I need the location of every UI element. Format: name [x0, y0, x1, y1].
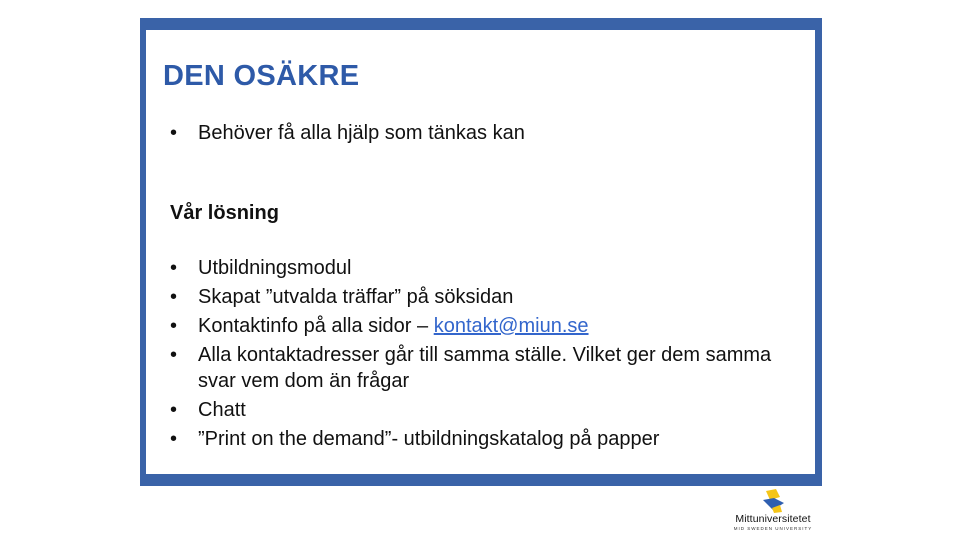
list-item: • Alla kontaktadresser går till samma ställe. Vilket ger dem samma svar vem dom än frågar — [170, 342, 810, 394]
frame-bottom-bar — [140, 474, 822, 486]
list-item-contact — [170, 313, 810, 339]
logo-subtitle: MID SWEDEN UNIVERSITY — [733, 526, 813, 531]
contact-text: Kontaktinfo på alla sidor – — [198, 315, 434, 337]
frame-top-bar — [140, 18, 822, 30]
logo-name: Mittuniversitetet — [735, 513, 811, 525]
solution-bullet-list — [170, 255, 810, 455]
university-logo — [728, 488, 818, 534]
list-item: • Chatt — [170, 397, 810, 423]
slide-title: DEN OSÄKRE — [163, 60, 360, 92]
logo-emblem-icon — [760, 488, 786, 514]
list-item: • ”Print on the demand”- utbildningskatalog på papper — [170, 426, 810, 452]
list-item: • Utbildningsmodul — [170, 255, 810, 281]
contact-email-link[interactable]: kontakt@miun.se — [433, 315, 589, 337]
solution-heading: Vår lösning — [170, 202, 279, 224]
intro-bullet-list — [170, 120, 810, 148]
list-item: • Behöver få alla hjälp som tänkas kan — [170, 120, 810, 146]
frame-right-bar — [815, 18, 822, 486]
list-item: • Skapat ”utvalda träffar” på söksidan — [170, 284, 810, 310]
